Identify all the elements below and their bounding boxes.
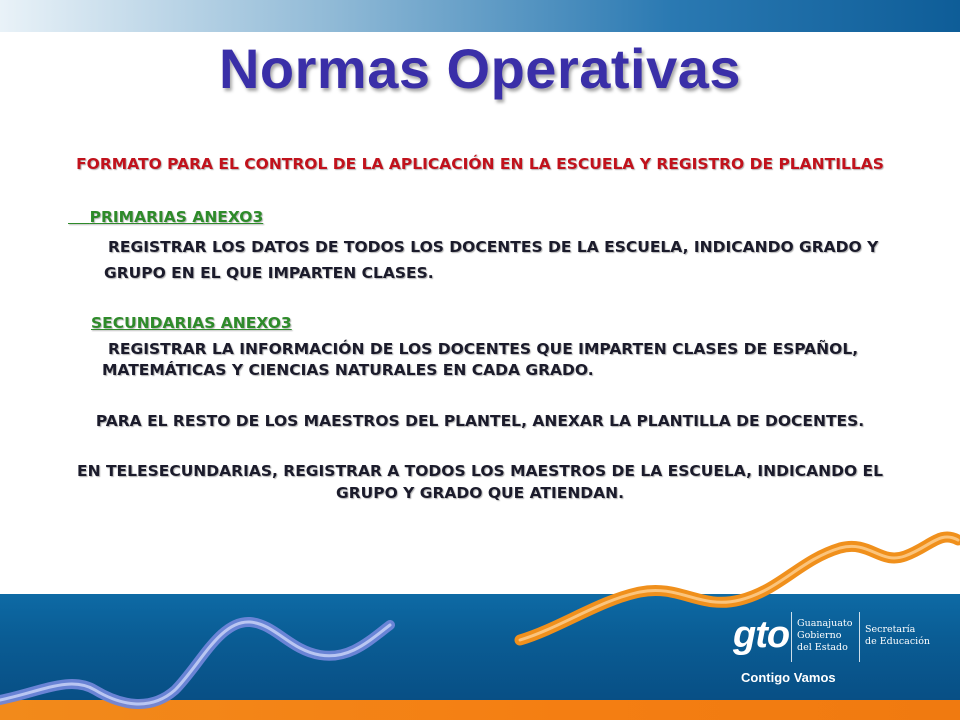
- org-secretaria: Secretaría de Educación: [865, 624, 931, 647]
- footer-orange-strip: [0, 700, 960, 720]
- telesecundarias-line1: EN TELESECUNDARIAS, REGISTRAR A TODOS LOS MAESTROS DE LA ESCUELA, INDICANDO EL: [77, 462, 883, 480]
- secundarias-heading: SECUNDARIAS ANEXO3: [91, 314, 292, 332]
- secundarias-text-line2: MATEMÁTICAS Y CIENCIAS NATURALES EN CADA GRADO.: [102, 361, 594, 379]
- telesecundarias-line2: GRUPO Y GRADO QUE ATIENDAN.: [335, 484, 625, 502]
- subtitle: FORMATO PARA EL CONTROL DE LA APLICACIÓN EN LA ESCUELA Y REGISTRO DE PLANTILLAS: [76, 155, 884, 173]
- gto-wordmark: gto: [733, 614, 790, 656]
- gto-logo: [733, 608, 948, 692]
- primarias-text-line1: REGISTRAR LOS DATOS DE TODOS LOS DOCENTES DE LA ESCUELA, INDICANDO GRADO Y: [108, 238, 879, 256]
- resto-text: PARA EL RESTO DE LOS MAESTROS DEL PLANTEL, ANEXAR LA PLANTILLA DE DOCENTES.: [95, 412, 865, 430]
- page-title: Normas Operativas: [218, 37, 742, 100]
- logo-divider-2: [859, 612, 860, 662]
- primarias-heading: PRIMARIAS ANEXO3: [89, 208, 264, 226]
- secundarias-text-line1: REGISTRAR LA INFORMACIÓN DE LOS DOCENTES QUE IMPARTEN CLASES DE ESPAÑOL,: [108, 340, 859, 358]
- logo-tagline: Contigo Vamos: [741, 670, 836, 685]
- logo-divider: [791, 612, 792, 662]
- primarias-text-line2: GRUPO EN EL QUE IMPARTEN CLASES.: [104, 264, 434, 282]
- org-gobierno: Guanajuato Gobierno del Estado: [797, 618, 853, 653]
- top-gradient-bar: [0, 0, 960, 32]
